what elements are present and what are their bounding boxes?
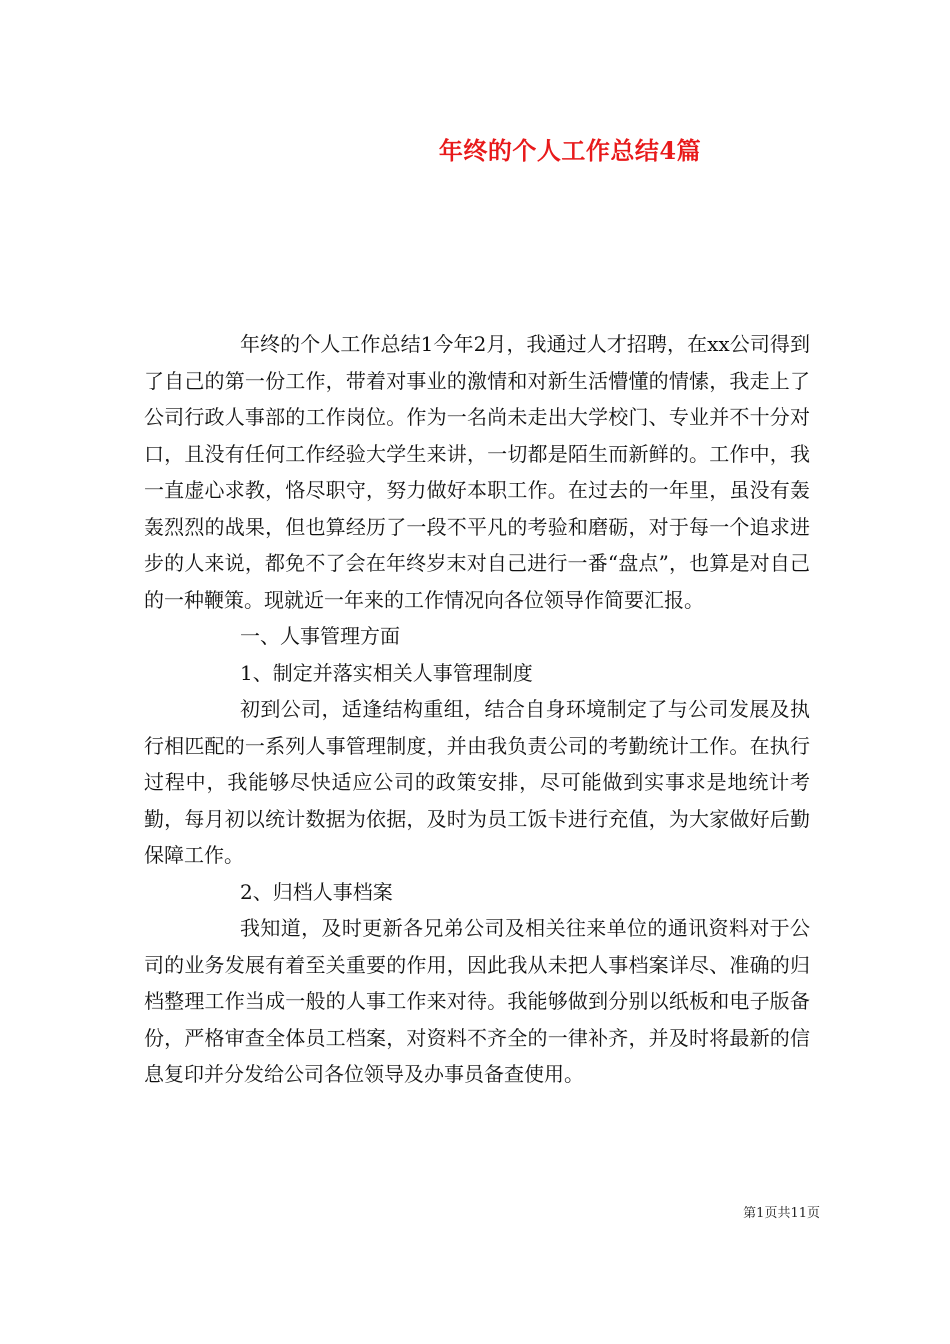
subsection-heading-hr-policies: 1、制定并落实相关人事管理制度 xyxy=(240,660,533,685)
document-body xyxy=(144,326,810,1093)
section-heading-hr-management: 一、人事管理方面 xyxy=(240,624,400,648)
subsection-heading-hr-archives: 2、归档人事档案 xyxy=(240,879,393,904)
page-number-footer: 第1页共11页 xyxy=(743,1206,820,1221)
paragraph-intro: 年终的个人工作总结1今年2月，我通过人才招聘，在xx公司得到了自己的第一份工作，带着对事业的激情和对新生活懵懂的情愫，我走上了公司行政人事部的工作岗位。作为一名尚未走出大学校门、专业并不十分对口，且没有任何工作经验大学生来讲，一切都是陌生而新鲜的。工作中，我一直虚心求教，恪尽职守，努力做好本职工作。在过去的一年里，虽没有轰轰烈烈的战果，但也算经历了一段不平凡的考验和磨砺，对于每一个追求进步的人来说，都免不了会在年终岁末对自己进行一番“盘点”，也算是对自己的一种鞭策。现就近一年来的工作情况向各位领导作简要汇报。 xyxy=(144,332,810,612)
document-title: 年终的个人工作总结4篇 xyxy=(438,136,702,165)
paragraph-hr-policies: 初到公司，适逢结构重组，结合自身环境制定了与公司发展及执行相匹配的一系列人事管理制度，并由我负责公司的考勤统计工作。在执行过程中，我能够尽快适应公司的政策安排，尽可能做到实事求是地统计考勤，每月初以统计数据为依据，及时为员工饭卡进行充值，为大家做好后勤保障工作。 xyxy=(144,697,810,867)
paragraph-hr-archives: 我知道，及时更新各兄弟公司及相关往来单位的通讯资料对于公司的业务发展有着至关重要的作用，因此我从未把人事档案详尽、准确的归档整理工作当成一般的人事工作来对待。我能够做到分别以纸板和电子版备份，严格审查全体员工档案，对资料不齐全的一律补齐，并及时将最新的信息复印并分发给公司各位领导及办事员备查使用。 xyxy=(144,916,810,1086)
